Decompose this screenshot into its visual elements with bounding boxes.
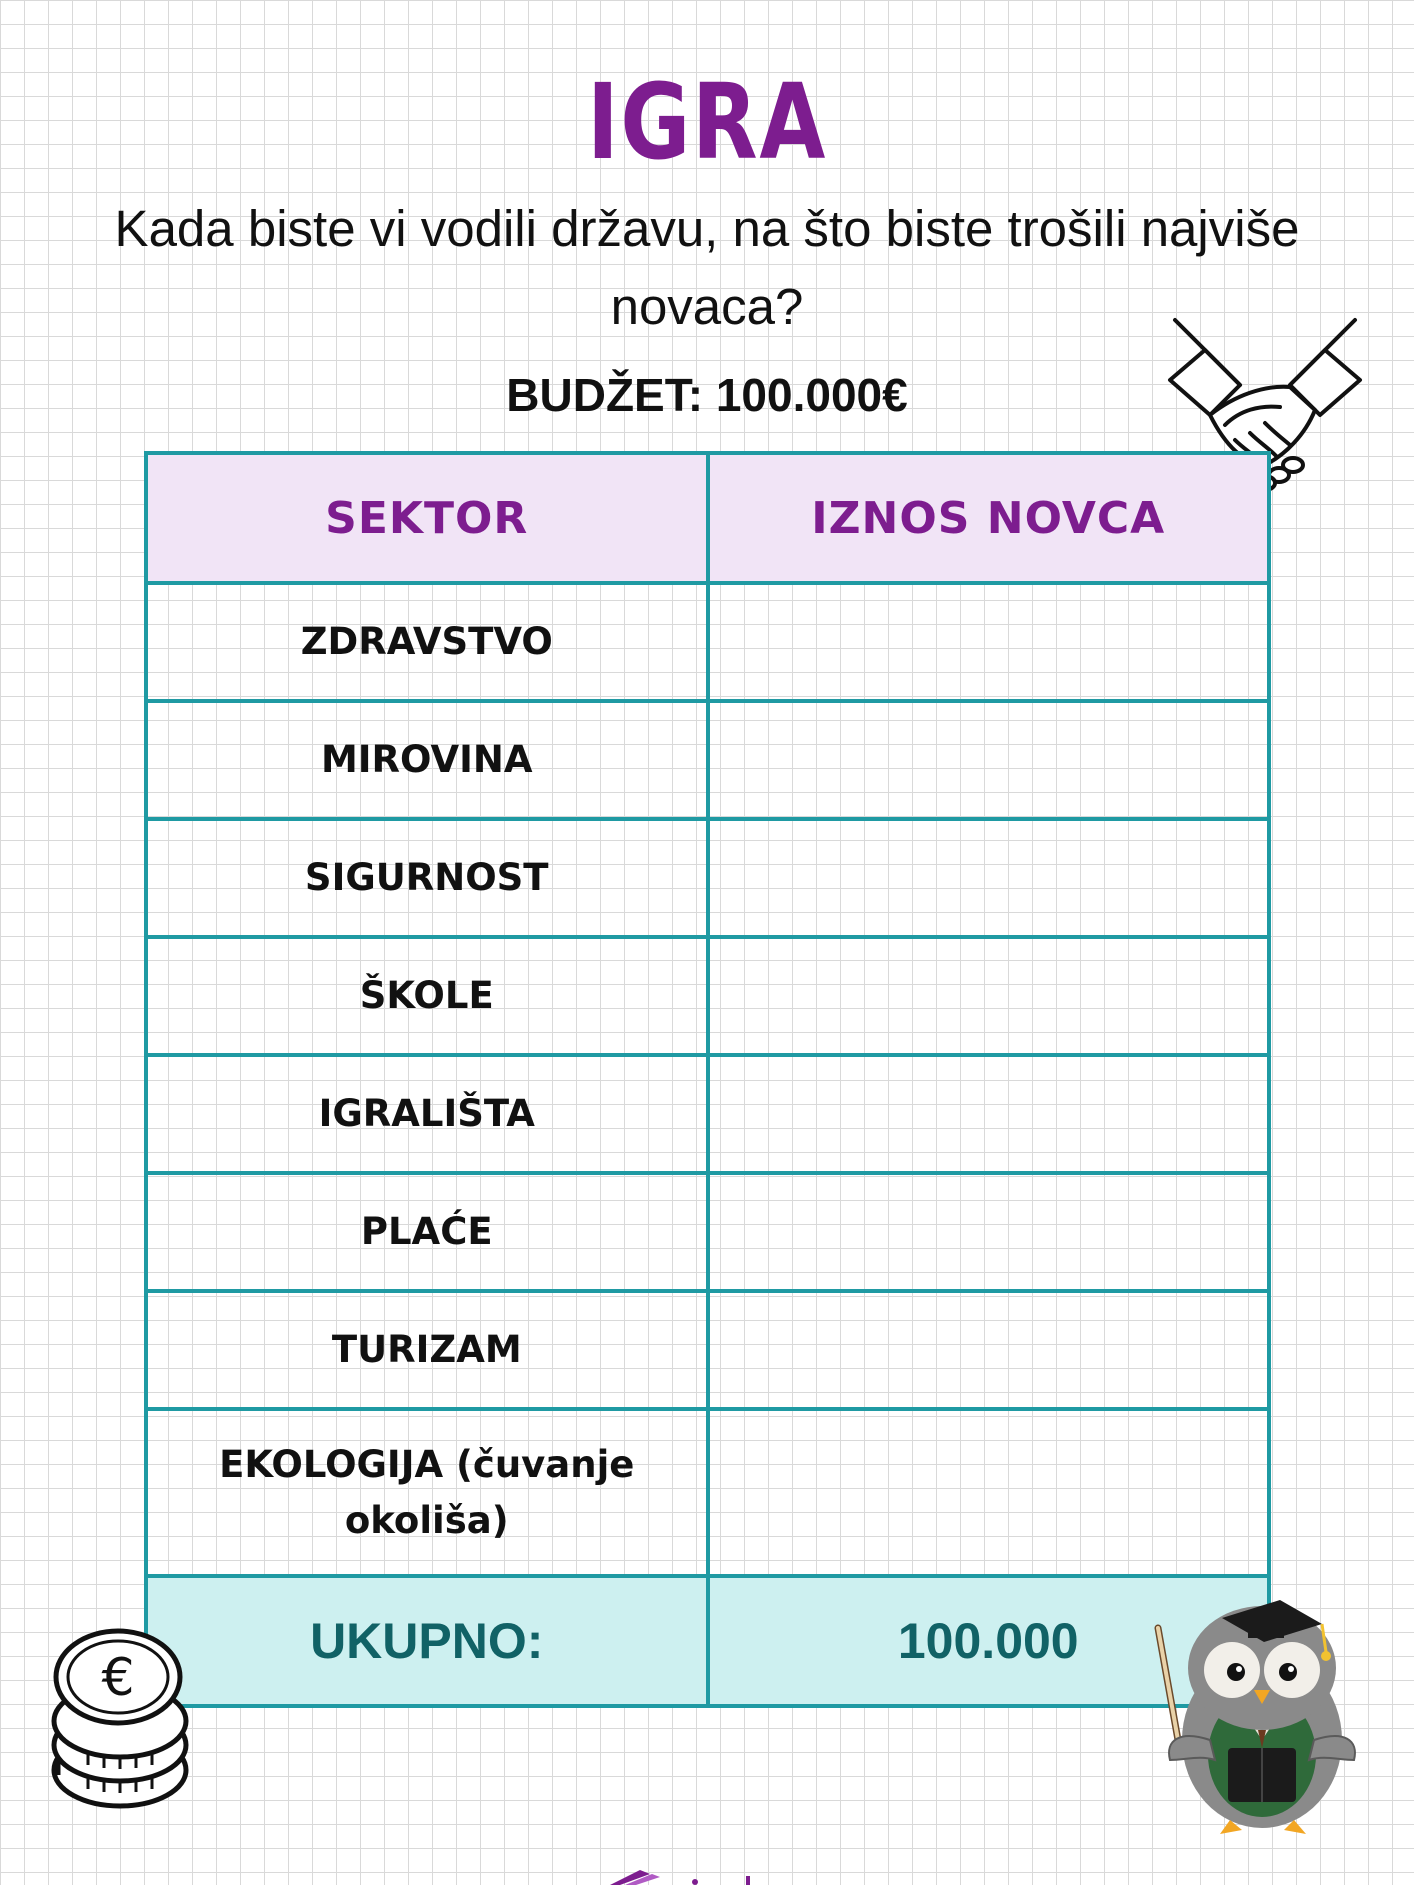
table-row — [146, 937, 1269, 1055]
amount-cell[interactable] — [708, 937, 1270, 1055]
amount-cell[interactable] — [708, 1173, 1270, 1291]
sector-cell — [146, 583, 708, 701]
amount-cell[interactable] — [708, 701, 1270, 819]
sector-label: PLAĆE — [360, 1210, 493, 1253]
sector-cell — [146, 937, 708, 1055]
sector-cell — [146, 1291, 708, 1409]
total-label: UKUPNO: — [146, 1576, 708, 1706]
sector-cell — [146, 1055, 708, 1173]
sector-cell — [146, 819, 708, 937]
owl-teacher-icon — [1150, 1590, 1375, 1835]
table-header-row — [146, 453, 1269, 583]
book-logo-icon — [600, 1862, 800, 1885]
sector-label: SIGURNOST — [304, 856, 549, 899]
total-row — [146, 1576, 1269, 1706]
amount-cell[interactable] — [708, 583, 1270, 701]
column-header-sector: SEKTOR — [146, 453, 708, 583]
sector-label: ŠKOLE — [359, 974, 494, 1017]
question-text: Kada biste vi vodili državu, na što biste trošili najviše novaca? — [114, 200, 1300, 335]
amount-cell[interactable] — [708, 1055, 1270, 1173]
total-value: 100.000 — [708, 1576, 1270, 1706]
table-row — [146, 1291, 1269, 1409]
table-row — [146, 583, 1269, 701]
table-row — [146, 819, 1269, 937]
sector-label: IGRALIŠTA — [318, 1092, 535, 1135]
budget-label: BUDŽET: 100.000€ — [506, 369, 908, 421]
amount-cell[interactable] — [708, 1409, 1270, 1576]
amount-cell[interactable] — [708, 1291, 1270, 1409]
sector-label: MIROVINA — [320, 738, 533, 781]
page-title: IGRA — [587, 61, 827, 183]
budget-table — [144, 451, 1271, 1708]
sector-cell — [146, 1409, 708, 1576]
sector-label: EKOLOGIJA (čuvanje okoliša) — [219, 1442, 635, 1542]
euro-symbol: € — [101, 1648, 135, 1708]
sector-cell — [146, 1173, 708, 1291]
table-row — [146, 701, 1269, 819]
amount-cell[interactable] — [708, 819, 1270, 937]
sector-label: TURIZAM — [331, 1328, 522, 1371]
sector-cell — [146, 701, 708, 819]
table-row — [146, 1409, 1269, 1576]
sector-label: ZDRAVSTVO — [300, 620, 553, 663]
table-row — [146, 1173, 1269, 1291]
table-row — [146, 1055, 1269, 1173]
euro-coins-icon — [48, 1625, 203, 1810]
column-header-amount: IZNOS NOVCA — [708, 453, 1270, 583]
